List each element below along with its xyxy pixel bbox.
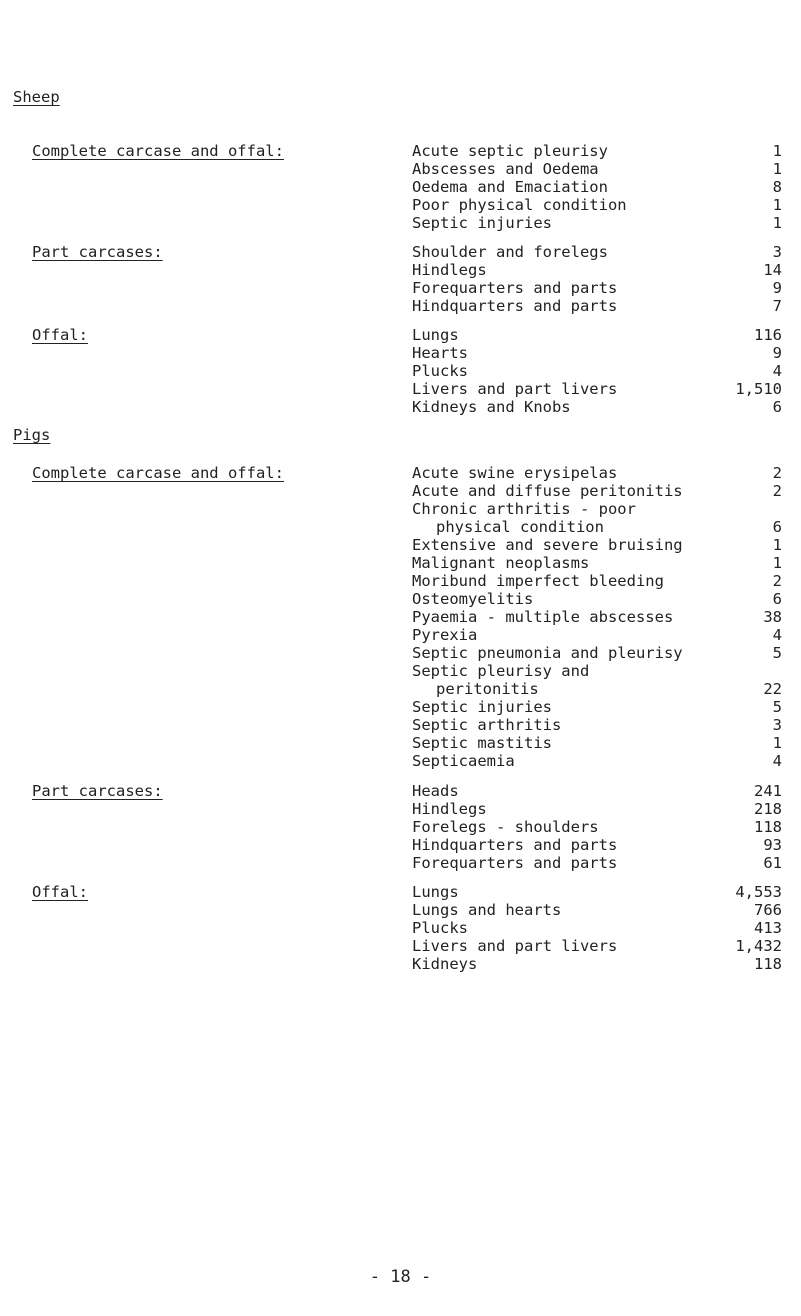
condition-count: 413: [754, 919, 782, 937]
condition-name: Chronic arthritis - poor: [412, 500, 636, 518]
condition-name: Osteomyelitis: [412, 590, 534, 608]
category-label: Offal:: [32, 326, 88, 344]
page-number: - 18 -: [369, 1267, 432, 1287]
condition-name: Extensive and severe bruising: [412, 536, 683, 554]
list-item: [412, 142, 782, 160]
list-item: [412, 680, 782, 698]
list-item: [412, 261, 782, 279]
condition-count: 1: [772, 142, 782, 160]
condition-count: 116: [754, 326, 782, 344]
list-item: [412, 344, 782, 362]
category-label: Complete carcase and offal:: [32, 142, 284, 160]
condition-count: 7: [772, 297, 782, 315]
list-item: [412, 734, 782, 752]
condition-name: Livers and part livers: [412, 380, 618, 398]
condition-count: 218: [754, 800, 782, 818]
condition-count: 1: [772, 734, 782, 752]
condition-name: Abscesses and Oedema: [412, 160, 599, 178]
condition-count: 2: [772, 482, 782, 500]
condition-name: Septic pneumonia and pleurisy: [412, 644, 683, 662]
list-item: [412, 836, 782, 854]
condition-count: 2: [772, 572, 782, 590]
condition-name: peritonitis: [436, 680, 539, 698]
condition-name: Plucks: [412, 919, 468, 937]
condition-name: Heads: [412, 782, 459, 800]
condition-count: 1,432: [735, 937, 782, 955]
category-label: Offal:: [32, 883, 88, 901]
category-label: Part carcases:: [32, 243, 163, 261]
list-item: [412, 160, 782, 178]
list-item: [412, 955, 782, 973]
species-heading-sheep: Sheep: [13, 88, 60, 106]
list-item: [412, 883, 782, 901]
list-item: [412, 818, 782, 836]
list-item: [412, 590, 782, 608]
list-item: [412, 800, 782, 818]
condition-name: Lungs and hearts: [412, 901, 562, 919]
condition-count: 9: [772, 279, 782, 297]
list-item: [412, 243, 782, 261]
condition-name: Septic injuries: [412, 214, 552, 232]
condition-count: 22: [763, 680, 782, 698]
condition-count: 3: [772, 243, 782, 261]
condition-count: 4: [772, 626, 782, 644]
list-item: [412, 662, 782, 680]
condition-name: Acute and diffuse peritonitis: [412, 482, 683, 500]
condition-name: Pyrexia: [412, 626, 478, 644]
condition-name: Hindquarters and parts: [412, 836, 618, 854]
condition-count: 241: [754, 782, 782, 800]
list-item: [412, 782, 782, 800]
condition-name: Hindquarters and parts: [412, 297, 618, 315]
condition-name: Acute swine erysipelas: [412, 464, 618, 482]
condition-count: 9: [772, 344, 782, 362]
condition-count: 1: [772, 214, 782, 232]
condition-count: 93: [763, 836, 782, 854]
list-item: [412, 919, 782, 937]
condition-count: 5: [772, 644, 782, 662]
condition-name: Forelegs - shoulders: [412, 818, 599, 836]
list-item: [412, 500, 782, 518]
list-item: [412, 196, 782, 214]
list-item: [412, 752, 782, 770]
condition-count: 1: [772, 196, 782, 214]
condition-name: Septicaemia: [412, 752, 515, 770]
list-item: [412, 644, 782, 662]
condition-name: Moribund imperfect bleeding: [412, 572, 664, 590]
condition-count: 1,510: [735, 380, 782, 398]
condition-count: 5: [772, 698, 782, 716]
list-item: [412, 698, 782, 716]
condition-count: 61: [763, 854, 782, 872]
list-item: [412, 518, 782, 536]
condition-count: 1: [772, 536, 782, 554]
condition-count: 6: [772, 398, 782, 416]
condition-list: [412, 464, 782, 770]
list-item: [412, 380, 782, 398]
condition-name: Kidneys: [412, 955, 478, 973]
condition-list: [412, 243, 782, 315]
condition-count: 6: [772, 518, 782, 536]
condition-count: 2: [772, 464, 782, 482]
condition-list: [412, 142, 782, 232]
condition-count: 1: [772, 160, 782, 178]
condition-count: 4: [772, 362, 782, 380]
list-item: [412, 937, 782, 955]
condition-name: Kidneys and Knobs: [412, 398, 571, 416]
list-item: [412, 297, 782, 315]
condition-count: 4: [772, 752, 782, 770]
condition-name: physical condition: [436, 518, 604, 536]
condition-count: 4,553: [735, 883, 782, 901]
list-item: [412, 178, 782, 196]
condition-name: Septic pleurisy and: [412, 662, 590, 680]
condition-count: 118: [754, 818, 782, 836]
condition-list: [412, 326, 782, 416]
species-heading-pigs: Pigs: [13, 426, 51, 444]
condition-count: 6: [772, 590, 782, 608]
list-item: [412, 608, 782, 626]
condition-name: Hearts: [412, 344, 468, 362]
list-item: [412, 362, 782, 380]
list-item: [412, 901, 782, 919]
list-item: [412, 536, 782, 554]
condition-name: Acute septic pleurisy: [412, 142, 608, 160]
list-item: [412, 279, 782, 297]
category-label: Complete carcase and offal:: [32, 464, 284, 482]
list-item: [412, 214, 782, 232]
condition-list: [412, 883, 782, 973]
condition-name: Malignant neoplasms: [412, 554, 590, 572]
condition-count: 38: [763, 608, 782, 626]
condition-name: Plucks: [412, 362, 468, 380]
condition-name: Poor physical condition: [412, 196, 627, 214]
condition-name: Forequarters and parts: [412, 279, 618, 297]
list-item: [412, 572, 782, 590]
category-label: Part carcases:: [32, 782, 163, 800]
condition-name: Forequarters and parts: [412, 854, 618, 872]
list-item: [412, 464, 782, 482]
condition-name: Lungs: [412, 326, 459, 344]
condition-count: 118: [754, 955, 782, 973]
condition-list: [412, 782, 782, 872]
condition-name: Livers and part livers: [412, 937, 618, 955]
condition-name: Oedema and Emaciation: [412, 178, 608, 196]
condition-count: 766: [754, 901, 782, 919]
condition-name: Shoulder and forelegs: [412, 243, 608, 261]
list-item: [412, 626, 782, 644]
condition-name: Pyaemia - multiple abscesses: [412, 608, 674, 626]
condition-count: 3: [772, 716, 782, 734]
condition-count: 1: [772, 554, 782, 572]
list-item: [412, 326, 782, 344]
condition-name: Septic arthritis: [412, 716, 562, 734]
list-item: [412, 854, 782, 872]
condition-name: Septic injuries: [412, 698, 552, 716]
condition-name: Hindlegs: [412, 800, 487, 818]
condition-name: Hindlegs: [412, 261, 487, 279]
list-item: [412, 716, 782, 734]
list-item: [412, 554, 782, 572]
condition-count: 8: [772, 178, 782, 196]
condition-count: 14: [763, 261, 782, 279]
condition-name: Lungs: [412, 883, 459, 901]
condition-name: Septic mastitis: [412, 734, 552, 752]
list-item: [412, 482, 782, 500]
list-item: [412, 398, 782, 416]
